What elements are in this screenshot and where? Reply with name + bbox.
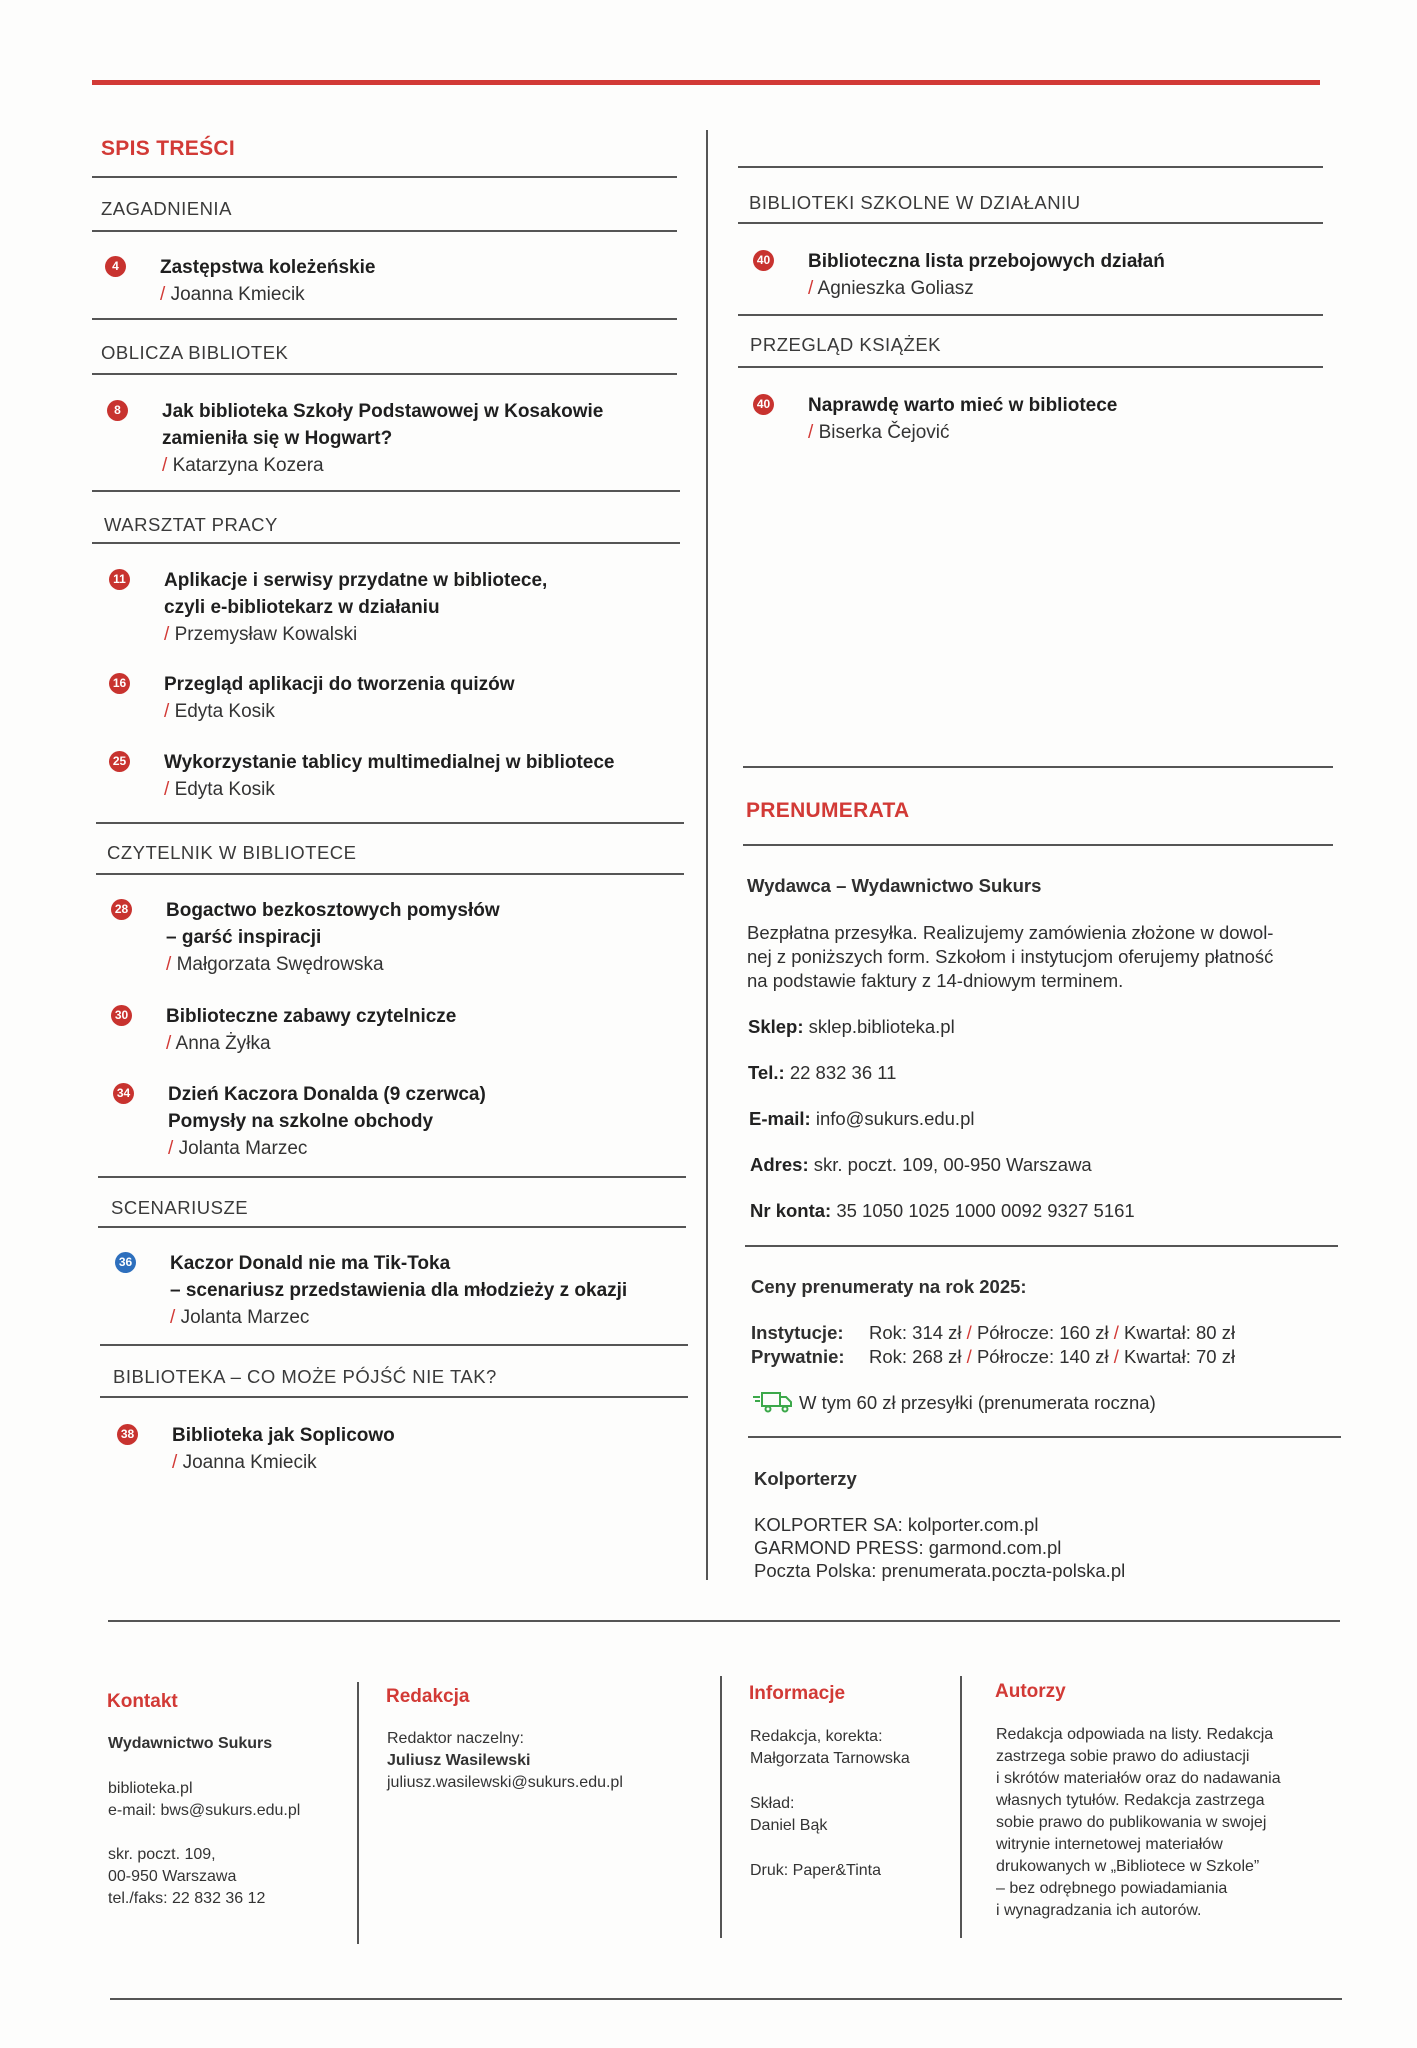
divider — [100, 1396, 688, 1398]
article-author: Biserka Čejović — [818, 422, 950, 443]
page-number-badge: 40 — [753, 394, 774, 415]
footer-autorzy-heading: Autorzy — [995, 1681, 1066, 1702]
page-number-badge: 4 — [105, 256, 126, 277]
article-author: Agnieszka Goliasz — [817, 278, 974, 299]
divider — [738, 366, 1323, 368]
article-author: Katarzyna Kozera — [172, 455, 324, 476]
toc-entry[interactable]: 30 Biblioteczne zabawy czytelnicze / Anna Żyłka — [111, 1003, 631, 1057]
shipping-note: W tym 60 zł przesyłki (prenumerata roczna) — [799, 1392, 1156, 1413]
divider — [96, 873, 684, 875]
address: skr. poczt. 109, 00-950 Warszawa — [813, 1154, 1092, 1175]
article-author: Jolanta Marzec — [178, 1138, 308, 1159]
article-author: Małgorzata Swędrowska — [176, 954, 384, 975]
footer-company: Wydawnictwo Sukurs — [108, 1735, 273, 1752]
top-accent-bar — [92, 80, 1320, 85]
price-row-private: Prywatnie: Rok: 268 zł / Półrocze: 140 zł / Kwartał: 70 zł — [751, 1346, 1236, 1367]
authors-note: Redakcja odpowiada na listy. Redakcja zastrzega sobie prawo do adiustacji i skrótów materiałów oraz do nadawania własnych tytułów. Redakcja zastrzega sobie prawo do publikowania w swojej witrynie internetowej materiałów drukowanych w „Bibliotece w Szkole” – bez odrębnego powiadamiania i wynagradzania ich autorów. — [996, 1726, 1281, 1919]
divider — [92, 176, 677, 178]
delivery-truck-icon — [752, 1390, 794, 1414]
editor-role: Redaktor naczelny: — [387, 1730, 524, 1747]
column-divider — [706, 130, 708, 1580]
shop-link[interactable]: sklep.biblioteka.pl — [808, 1016, 955, 1037]
divider — [92, 230, 677, 232]
article-title: Biblioteka jak Soplicowo — [172, 1425, 395, 1446]
article-author: Joanna Kmiecik — [182, 1452, 317, 1473]
toc-entry[interactable]: 8 Jak biblioteka Szkoły Podstawowej w Kosakowie zamieniła się w Hogwart? / Katarzyna Kozera — [107, 398, 627, 479]
section-biblioteki-szkolne: BIBLIOTEKI SZKOLNE W DZIAŁANIU — [749, 192, 1081, 213]
toc-entry[interactable]: 28 Bogactwo bezkosztowych pomysłów – garść inspiracji / Małgorzata Swędrowska — [111, 897, 631, 978]
section-oblicza-bibliotek: OBLICZA BIBLIOTEK — [101, 342, 289, 363]
footer-informacje-heading: Informacje — [749, 1683, 846, 1704]
article-title: Kaczor Donald nie ma Tik-Toka – scenariusz przedstawienia dla młodzieży z okazji — [170, 1253, 628, 1301]
distributor: GARMOND PRESS: garmond.com.pl — [754, 1537, 1062, 1558]
toc-entry[interactable]: 16 Przegląd aplikacji do tworzenia quizów / Edyta Kosik — [109, 671, 629, 725]
divider — [98, 1226, 686, 1228]
article-author: Przemysław Kowalski — [174, 624, 358, 645]
subscription-intro: Bezpłatna przesyłka. Realizujemy zamówienia złożone w dowol- nej z poniższych form. Szkołom i instytucjom oferujemy płatność na podstawie faktury z 14-dniowym terminem. — [747, 922, 1274, 991]
distributor: KOLPORTER SA: kolporter.com.pl — [754, 1514, 1039, 1535]
page-number-badge: 38 — [117, 1424, 138, 1445]
article-author: Edyta Kosik — [174, 779, 275, 800]
page-number-badge: 34 — [113, 1083, 134, 1104]
toc-entry[interactable]: 36 Kaczor Donald nie ma Tik-Toka – scenariusz przedstawienia dla młodzieży z okazji / Jolanta Marzec — [115, 1250, 675, 1331]
section-scenariusze: SCENARIUSZE — [111, 1197, 249, 1218]
distributors-heading: Kolporterzy — [754, 1468, 857, 1489]
editing-credits: Redakcja, korekta: Małgorzata Tarnowska — [750, 1728, 910, 1767]
toc-entry[interactable]: 11 Aplikacje i serwisy przydatne w bibliotece, czyli e-bibliotekarz w działaniu / Przemysław Kowalski — [109, 567, 629, 648]
page-number-badge: 11 — [109, 569, 130, 590]
footer-column-divider — [720, 1676, 722, 1938]
section-czytelnik: CZYTELNIK W BIBLIOTECE — [107, 842, 357, 863]
print-credits: Druk: Paper&Tinta — [750, 1862, 882, 1879]
price-row-institutions: Instytucje: Rok: 314 zł / Półrocze: 160 zł / Kwartał: 80 zł — [751, 1322, 1236, 1343]
page-number-badge: 25 — [109, 751, 130, 772]
page-number-badge: 40 — [753, 250, 774, 271]
footer-column-divider — [357, 1682, 359, 1944]
divider — [748, 1436, 1341, 1438]
article-title: Naprawdę warto mieć w bibliotece — [808, 395, 1118, 416]
article-title: Wykorzystanie tablicy multimedialnej w bibliotece — [164, 752, 615, 773]
editor-email[interactable]: juliusz.wasilewski@sukurs.edu.pl — [387, 1774, 623, 1791]
article-title: Biblioteczne zabawy czytelnicze — [166, 1006, 457, 1027]
footer-address: skr. poczt. 109, 00-950 Warszawa tel./faks: 22 832 36 12 — [108, 1846, 266, 1907]
article-title: Biblioteczna lista przebojowych działań — [808, 251, 1165, 272]
toc-entry[interactable]: 34 Dzień Kaczora Donalda (9 czerwca) Pomysły na szkolne obchody / Jolanta Marzec — [113, 1081, 633, 1162]
section-warsztat-pracy: WARSZTAT PRACY — [104, 514, 278, 535]
email-line: E-mail: info@sukurs.edu.pl — [749, 1108, 975, 1129]
footer-redakcja-heading: Redakcja — [386, 1686, 470, 1707]
article-title: Aplikacje i serwisy przydatne w bibliotece, czyli e-bibliotekarz w działaniu — [164, 570, 548, 618]
typesetting-credits: Skład: Daniel Bąk — [750, 1795, 828, 1834]
page-number-badge: 36 — [115, 1252, 136, 1273]
divider — [92, 373, 677, 375]
toc-entry[interactable]: 4 Zastępstwa koleżeńskie / Joanna Kmiecik — [105, 254, 625, 308]
bottom-divider — [110, 1998, 1342, 2000]
subscription-heading: PRENUMERATA — [746, 799, 910, 822]
toc-heading: SPIS TREŚCI — [101, 137, 235, 160]
article-author: Jolanta Marzec — [180, 1307, 310, 1328]
divider — [100, 1344, 688, 1346]
section-przeglad-ksiazek: PRZEGLĄD KSIĄŻEK — [750, 334, 941, 355]
divider — [738, 166, 1323, 168]
toc-entry[interactable]: 40 Biblioteczna lista przebojowych działań / Agnieszka Goliasz — [753, 248, 1273, 302]
article-title: Bogactwo bezkosztowych pomysłów – garść inspiracji — [166, 900, 500, 948]
footer-kontakt-heading: Kontakt — [107, 1691, 178, 1712]
divider — [92, 318, 677, 320]
footer-web-email: biblioteka.pl e-mail: bws@sukurs.edu.pl — [108, 1780, 301, 1819]
email-link[interactable]: info@sukurs.edu.pl — [815, 1108, 975, 1129]
page-number-badge: 28 — [111, 899, 132, 920]
editor-name: Juliusz Wasilewski — [387, 1752, 531, 1769]
distributor: Poczta Polska: prenumerata.poczta-polska.pl — [754, 1560, 1126, 1581]
divider — [96, 822, 684, 824]
address-line: Adres: skr. poczt. 109, 00-950 Warszawa — [750, 1154, 1092, 1175]
divider — [98, 1176, 686, 1178]
article-title: Zastępstwa koleżeńskie — [160, 257, 376, 278]
account-line: Nr konta: 35 1050 1025 1000 0092 9327 5161 — [750, 1200, 1135, 1221]
phone-number: 22 832 36 11 — [789, 1062, 897, 1083]
article-author: Edyta Kosik — [174, 701, 275, 722]
divider — [743, 766, 1333, 768]
footer-column-divider — [960, 1676, 962, 1938]
toc-entry[interactable]: 38 Biblioteka jak Soplicowo / Joanna Kmiecik — [117, 1422, 637, 1476]
footer-divider — [108, 1620, 1340, 1622]
article-author: Joanna Kmiecik — [170, 284, 305, 305]
article-title: Dzień Kaczora Donalda (9 czerwca) Pomysły na szkolne obchody — [168, 1084, 486, 1132]
divider — [92, 490, 680, 492]
section-zagadnienia: ZAGADNIENIA — [101, 198, 232, 219]
page-number-badge: 30 — [111, 1005, 132, 1026]
phone-line: Tel.: 22 832 36 11 — [748, 1062, 897, 1083]
divider — [92, 542, 680, 544]
section-co-moze-pojsc-nie-tak: BIBLIOTEKA – CO MOŻE PÓJŚĆ NIE TAK? — [113, 1366, 497, 1387]
divider — [738, 314, 1323, 316]
article-author: Anna Żyłka — [175, 1033, 271, 1054]
divider — [745, 1245, 1338, 1247]
publisher: Wydawca – Wydawnictwo Sukurs — [747, 875, 1042, 896]
account-number: 35 1050 1025 1000 0092 9327 5161 — [836, 1200, 1135, 1221]
page-number-badge: 16 — [109, 673, 130, 694]
divider — [738, 222, 1323, 224]
toc-entry[interactable]: 40 Naprawdę warto mieć w bibliotece / Biserka Čejović — [753, 392, 1273, 446]
page-number-badge: 8 — [107, 400, 128, 421]
divider — [743, 844, 1333, 846]
prices-heading: Ceny prenumeraty na rok 2025: — [751, 1276, 1027, 1297]
toc-entry[interactable]: 25 Wykorzystanie tablicy multimedialnej w bibliotece / Edyta Kosik — [109, 749, 629, 803]
shop-line: Sklep: sklep.biblioteka.pl — [748, 1016, 955, 1037]
article-title: Jak biblioteka Szkoły Podstawowej w Kosakowie zamieniła się w Hogwart? — [162, 401, 604, 449]
article-title: Przegląd aplikacji do tworzenia quizów — [164, 674, 515, 695]
